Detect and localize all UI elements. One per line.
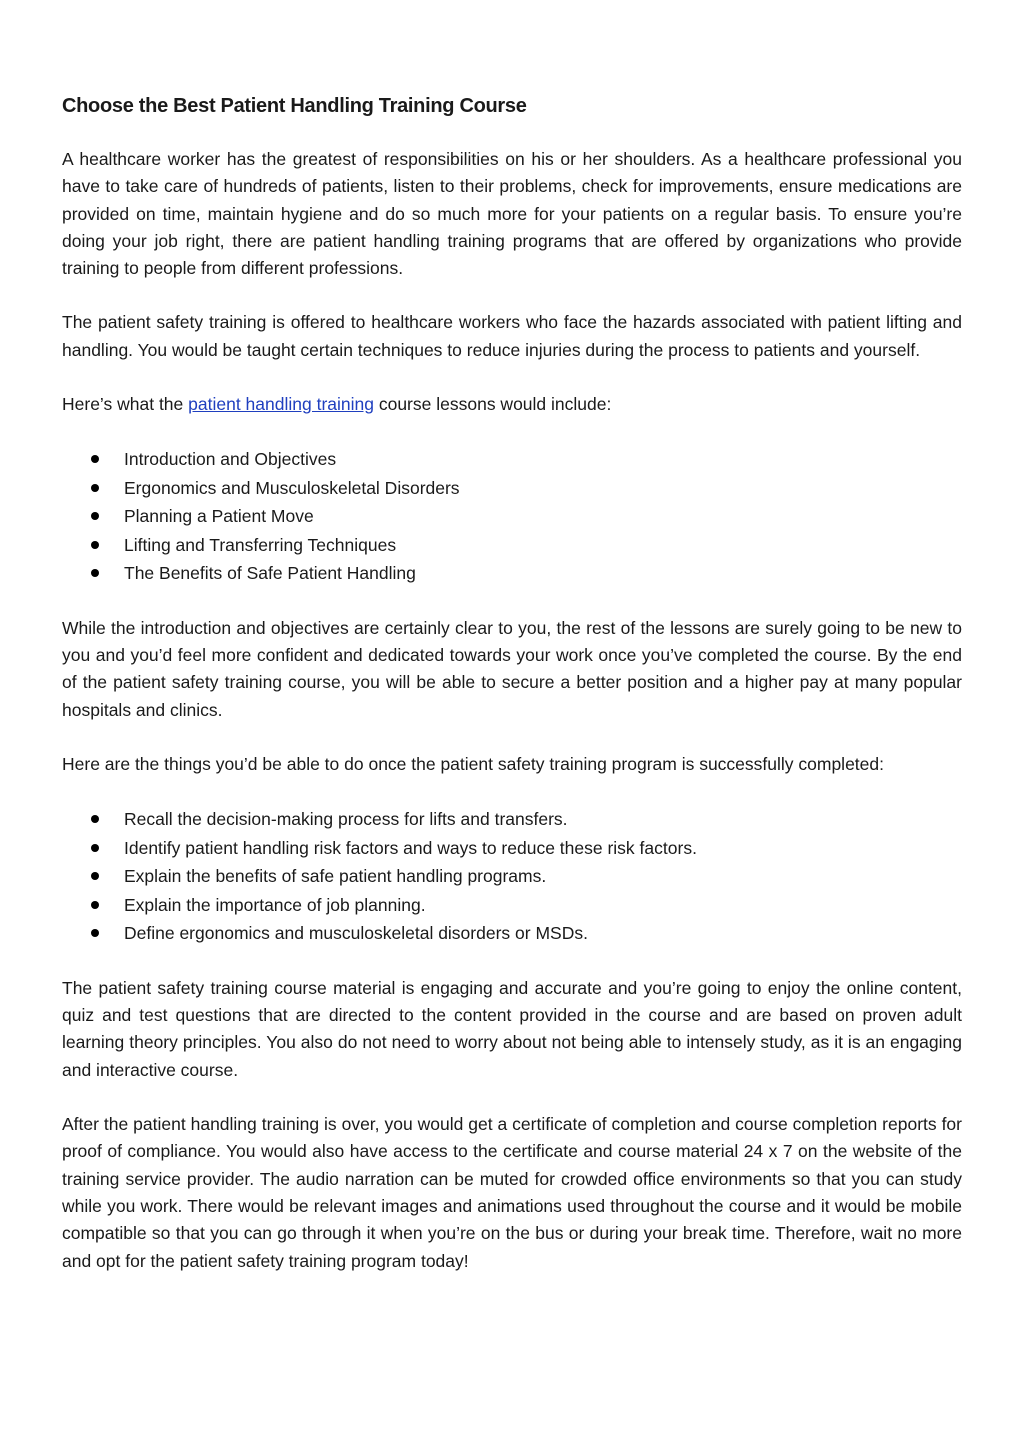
bullet-icon bbox=[91, 569, 99, 577]
list-item bbox=[62, 805, 962, 834]
list-item-text: Lifting and Transferring Techniques bbox=[124, 534, 397, 555]
lessons-list bbox=[62, 445, 962, 588]
bullet-icon bbox=[91, 512, 99, 520]
bullet-icon bbox=[91, 815, 99, 823]
document-page bbox=[62, 92, 962, 1302]
list-item-text: Explain the benefits of safe patient handling programs. bbox=[124, 866, 547, 887]
lessons-intro-text-after: course lessons would include: bbox=[373, 394, 612, 415]
list-item-text: Define ergonomics and musculoskeletal disorders or MSDs. bbox=[124, 923, 588, 944]
patient-handling-training-link[interactable]: patient handling training bbox=[188, 394, 374, 415]
list-item-text: Planning a Patient Move bbox=[124, 506, 314, 527]
list-item-text: Introduction and Objectives bbox=[124, 449, 337, 470]
bullet-icon bbox=[91, 844, 99, 852]
list-item-text: Ergonomics and Musculoskeletal Disorders bbox=[124, 477, 460, 498]
bullet-icon bbox=[91, 455, 99, 463]
list-item bbox=[62, 919, 962, 948]
list-item bbox=[62, 891, 962, 920]
bullet-icon bbox=[91, 929, 99, 937]
intro-paragraph: A healthcare worker has the greatest of responsibilities on his or her shoulders. As a healthcare professional you have to take care of hundreds of patients, listen to their problems, check for improvements, ensure medications are provided on time, maintain hygiene and do so much more for your patients on a regular basis. To ensure you’re doing your job right, there are patient handling training programs that are offered by organizations who provide training to people from different professions. bbox=[62, 149, 962, 279]
outcomes-list bbox=[62, 805, 962, 948]
certificate-paragraph: After the patient handling training is over, you would get a certificate of completion and course completion reports for proof of compliance. You would also have access to the certificate and course material 24 x 7 on the website of the training service provider. The audio narration can be muted for crowded office environments so that you can study while you work. There would be relevant images and animations used throughout the course and it would be mobile compatible so that you can go through it when you’re on the bus or during your break time. Therefore, wait no more and opt for the patient safety training program today! bbox=[62, 1114, 962, 1271]
list-item-text: Recall the decision-making process for lifts and transfers. bbox=[124, 809, 568, 830]
bullet-icon bbox=[91, 872, 99, 880]
list-item-text: Identify patient handling risk factors and ways to reduce these risk factors. bbox=[124, 837, 697, 858]
course-material-paragraph: The patient safety training course material is engaging and accurate and you’re going to enjoy the online content, quiz and test questions that are directed to the content provided in the course and are based on proven adult learning theory principles. You also do not need to worry about not being able to intensely study, as it is an engaging and interactive course. bbox=[62, 977, 962, 1080]
bullet-icon bbox=[91, 541, 99, 549]
lessons-intro-paragraph bbox=[62, 391, 962, 418]
page-title: Choose the Best Patient Handling Training Course bbox=[62, 95, 527, 117]
safety-training-paragraph: The patient safety training is offered to healthcare workers who face the hazards associated with patient lifting and handling. You would be taught certain techniques to reduce injuries during the process to patients and yourself. bbox=[62, 312, 962, 360]
bullet-icon bbox=[91, 901, 99, 909]
list-item bbox=[62, 862, 962, 891]
list-item-text: The Benefits of Safe Patient Handling bbox=[124, 563, 416, 584]
list-item bbox=[62, 559, 962, 588]
list-item bbox=[62, 531, 962, 560]
outcomes-intro-paragraph: Here are the things you’d be able to do once the patient safety training program is successfully completed: bbox=[62, 754, 884, 775]
list-item bbox=[62, 445, 962, 474]
list-item bbox=[62, 474, 962, 503]
course-benefits-paragraph: While the introduction and objectives are certainly clear to you, the rest of the lessons are surely going to be new to you and you’d feel more confident and dedicated towards your work once you’ve completed the course. By the end of the patient safety training course, you will be able to secure a better position and a higher pay at many popular hospitals and clinics. bbox=[62, 617, 962, 720]
list-item-text: Explain the importance of job planning. bbox=[124, 894, 426, 915]
lessons-intro-text-before: Here’s what the bbox=[62, 394, 189, 415]
list-item bbox=[62, 502, 962, 531]
bullet-icon bbox=[91, 484, 99, 492]
list-item bbox=[62, 834, 962, 863]
